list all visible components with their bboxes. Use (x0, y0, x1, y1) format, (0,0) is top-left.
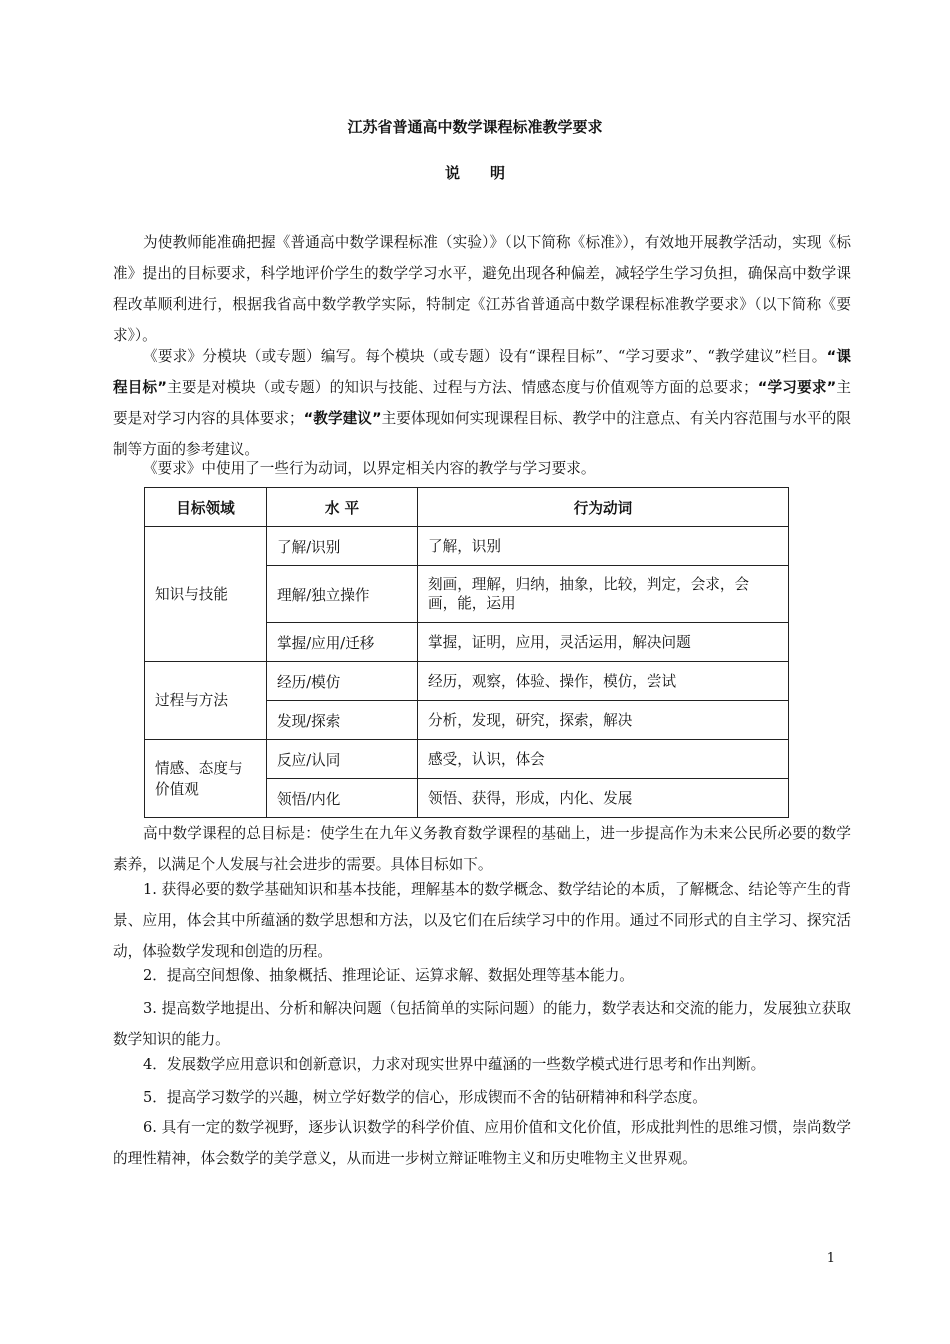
domain-cell: 知识与技能 (145, 527, 267, 662)
header-level: 水 平 (267, 488, 418, 527)
bold-term-teaching-suggestions: “教学建议” (303, 410, 382, 427)
paragraph-goal-6: 6. 具有一定的数学视野，逐步认识数学的科学价值、应用价值和文化价值，形成批判性的思维习惯，崇尚数学的理性精神，体会数学的美学意义，从而进一步树立辩证唯物主义和历史唯物主义世界观。 (113, 1119, 851, 1167)
level-cell: 发现/探索 (267, 701, 418, 740)
bold-term-course-goals: “课程目标” (113, 348, 851, 396)
level-cell: 了解/识别 (267, 527, 418, 566)
paragraph-structure-text-d: 主要是对学习内容的具体要求； (113, 379, 851, 427)
header-domain: 目标领域 (145, 488, 267, 527)
verbs-cell: 领悟、获得，形成，内化、发展 (418, 779, 789, 818)
paragraph-goal-4: 4．发展数学应用意识和创新意识，力求对现实世界中蕴涵的一些数学模式进行思考和作出判断。 (143, 1056, 766, 1073)
domain-cell: 过程与方法 (145, 662, 267, 740)
behavior-verbs-table (144, 487, 789, 818)
verbs-cell: 感受，认识，体会 (418, 740, 789, 779)
level-cell: 经历/模仿 (267, 662, 418, 701)
level-cell: 领悟/内化 (267, 779, 418, 818)
paragraph-verbs-intro: 《要求》中使用了一些行为动词，以界定相关内容的教学与学习要求。 (143, 460, 596, 477)
paragraph-structure-text-c: 主要是对模块（或专题）的知识与技能、过程与方法、情感态度与价值观等方面的总要求； (166, 379, 758, 396)
level-cell: 反应/认同 (267, 740, 418, 779)
paragraph-goal-2: 2．提高空间想像、抽象概括、推理论证、运算求解、数据处理等基本能力。 (143, 967, 634, 984)
table-row (145, 527, 789, 566)
verbs-cell: 掌握，证明，应用，灵活运用，解决问题 (418, 623, 789, 662)
level-cell: 掌握/应用/迁移 (267, 623, 418, 662)
domain-cell: 情感、态度与价值观 (145, 740, 267, 818)
verbs-cell: 了解，识别 (418, 527, 789, 566)
paragraph-structure-text-a: 《要求》分模块（或专题）编写。每个模块（或专题）设有“课程目标”、“学习要求”、“教学建议”栏目。 (143, 348, 827, 365)
paragraph-overall-goal: 高中数学课程的总目标是：使学生在九年义务教育数学课程的基础上，进一步提高作为未来公民所必要的数学素养，以满足个人发展与社会进步的需要。具体目标如下。 (113, 825, 851, 873)
paragraph-intro: 为使教师能准确把握《普通高中数学课程标准（实验）》（以下简称《标准》），有效地开展教学活动，实现《标准》提出的目标要求，科学地评价学生的数学学习水平，避免出现各种偏差，减轻学生学习负担，确保高中数学课程改革顺利进行，根据我省高中数学教学实际，特制定《江苏省普通高中数学课程标准教学要求》（以下简称《要求》）。 (113, 234, 851, 344)
paragraph-structure (113, 341, 851, 465)
table-row (145, 662, 789, 701)
paragraph-goal-1: 1. 获得必要的数学基础知识和基本技能，理解基本的数学概念、数学结论的本质，了解概念、结论等产生的背景、应用，体会其中所蕴涵的数学思想和方法，以及它们在后续学习中的作用。通过不同形式的自主学习、探究活动，体验数学发现和创造的历程。 (113, 881, 851, 960)
paragraph-goal-5: 5．提高学习数学的兴趣，树立学好数学的信心，形成锲而不舍的钻研精神和科学态度。 (143, 1089, 707, 1106)
document-title: 江苏省普通高中数学课程标准教学要求 (347, 118, 603, 136)
verbs-cell: 刻画，理解，归纳，抽象，比较，判定，会求，会画，能，运用 (418, 566, 789, 623)
document-subtitle: 说明 (444, 164, 535, 182)
level-cell: 理解/独立操作 (267, 566, 418, 623)
verbs-cell: 经历，观察，体验、操作，模仿，尝试 (418, 662, 789, 701)
header-verbs: 行为动词 (418, 488, 789, 527)
bold-term-learning-requirements: “学习要求” (757, 379, 837, 396)
paragraph-structure-text-e: 主要体现如何实现课程目标、教学中的注意点、有关内容范围与水平的限制等方面的参考建议。 (113, 410, 851, 458)
table-header-row (145, 488, 789, 527)
table-row (145, 740, 789, 779)
page-number: 1 (826, 1251, 835, 1266)
paragraph-goal-3: 3. 提高数学地提出、分析和解决问题（包括简单的实际问题）的能力，数学表达和交流的能力，发展独立获取数学知识的能力。 (113, 1000, 851, 1048)
verbs-cell: 分析，发现，研究，探索，解决 (418, 701, 789, 740)
